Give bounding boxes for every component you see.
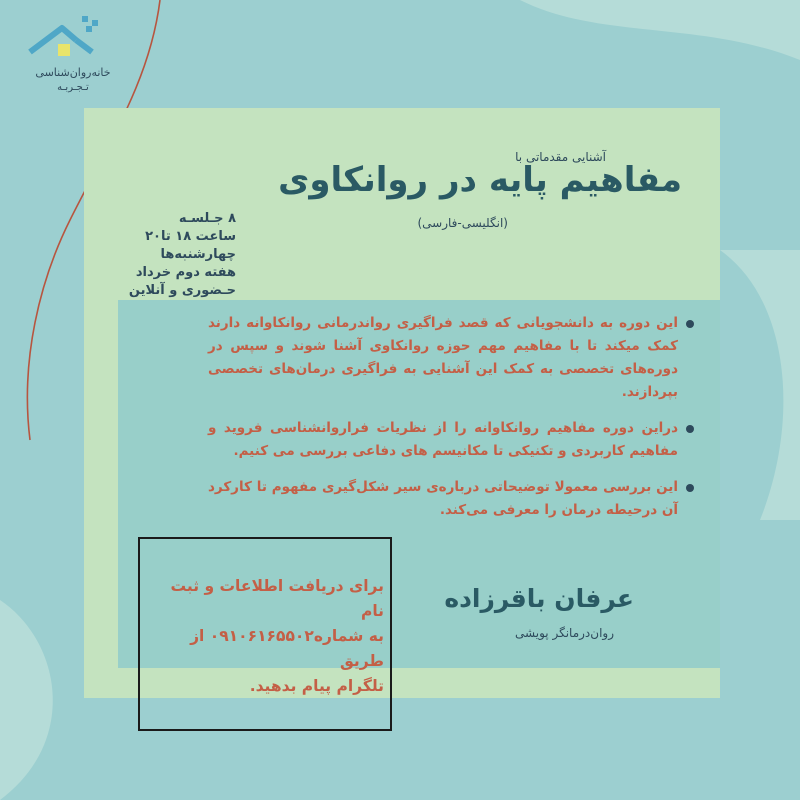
bullet-icon <box>686 320 694 328</box>
contact-info <box>148 574 384 699</box>
list-item <box>208 312 694 404</box>
course-details <box>96 210 236 300</box>
contact-line: برای دریافت اطلاعات و ثبت نام <box>170 577 384 620</box>
bullet-text: این بررسی معمولا توضیحاتی درباره‌ی سیر شکل‌گیری مفهوم تا کارکرد آن درحیطه درمان را معرفی می‌کند. <box>208 479 678 518</box>
bullet-icon <box>686 484 694 492</box>
detail-format: حـضوری و آنلاین <box>128 283 236 298</box>
detail-start: هفته دوم خرداد <box>135 265 236 280</box>
bullet-text: دراین دوره مفاهیم روانکاوانه را از نظریات فراروانشناسی فروید و مفاهیم کاربردی و تکنیکی تا مکانیسم های دفاعی بررسی می کنیم. <box>208 420 678 459</box>
list-item <box>208 417 694 463</box>
pre-title: آشنایی مقدماتی با <box>515 150 606 164</box>
contact-line: تلگرام پیام بدهید. <box>249 677 384 695</box>
logo-title: خانه‌روان‌شناسی <box>35 66 111 79</box>
detail-time: ساعت ۱۸ تا۲۰ <box>145 229 236 244</box>
bullet-text: این دوره به دانشجویانی که قصد فراگیری رواندرمانی روانکاوانه دارند کمک میکند تا با مفاهیم مهم حوزه روانکاوی آشنا شوند و سپس در دوره‌های تخصصی به کمک این آشنایی به فراگیری درمان‌های تخصصی بپردازند. <box>208 315 678 400</box>
list-item <box>208 476 694 522</box>
instructor-role: روان‌درمانگر پویشی <box>515 626 614 640</box>
instructor-name: عرفان باقرزاده <box>444 584 634 613</box>
logo-subtitle: تـجـربـه <box>57 82 89 93</box>
course-language: (انگلیسی-فارسی) <box>417 216 508 230</box>
contact-phone-line: به شماره۰۹۱۰۶۱۶۵۵۰۲ از طریق <box>190 627 384 670</box>
course-title: مفاهیم پایه در روانکاوی <box>278 160 682 200</box>
description-list <box>208 312 694 535</box>
bullet-icon <box>686 425 694 433</box>
detail-sessions: ۸ جـلسـه <box>178 211 236 226</box>
detail-day: چهارشنبه‌ها <box>160 247 236 262</box>
